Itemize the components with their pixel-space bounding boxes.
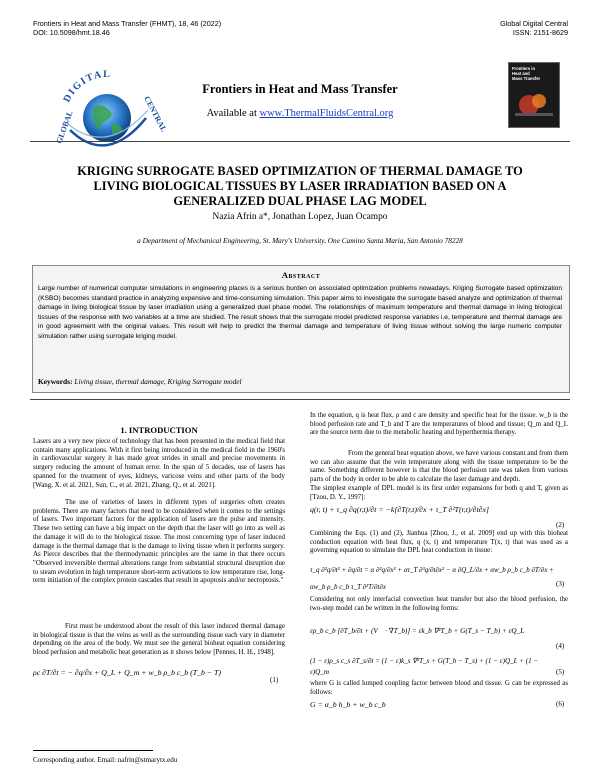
equation-5-number: (5) (556, 668, 565, 676)
running-header-left (33, 19, 221, 37)
publisher-name: Global Digital Central (500, 19, 568, 28)
equation-1: ρc ∂T/∂t = − ∂q/∂x + Q_L + Q_m + w_b ρ_b c_b (T_b − T) (33, 668, 221, 677)
cover-title-line2: Heat and (512, 71, 530, 76)
equation-3-number: (3) (556, 580, 565, 588)
equation-2: q(r, t) + τ_q ∂q(r,t)/∂t = −k[∂T(r,t)/∂x + τ_T ∂²T(r,t)/∂t∂x] (310, 505, 490, 514)
authors: Nazia Afrin a*, Jonathan Lopez, Juan Ocampo (212, 212, 388, 222)
equation-2-number: (2) (556, 521, 565, 529)
equation-6: G = α_b h_b + w_b c_b (310, 700, 386, 709)
keywords-list: Living tissue, thermal damage, Kriging Surrogate model (74, 377, 242, 386)
right-paragraph-4: Combining the Eqs. (1) and (2), Jianhua [Zhou, J., et al. 2009] end up with this bioheat conduction equation with heat flux, q (x, t) and temperature T(x, t) that was used as a governing equation to simulate the DPL heat conduction in tissue: (310, 530, 568, 555)
cover-title-line1: Frontiers in (512, 66, 536, 71)
intro-paragraph-3: First must be understood about the result of this laser induced thermal damage in biological tissue is that the veins as well as the surrounding tissue each vary in diameter depending on the area of the body. We must see the general bioheat equation considering blood perfusion and metabolic heat generation as it shows below [Pennes, H. H., 1948]. (33, 623, 285, 657)
keywords-label: Keywords: (38, 377, 73, 386)
intro-paragraph-1: Lasers are a very new piece of technology that has been presented in the medical field that contain many applications. With it first being introduced in the medical field in the 1960's in cardiovascular surgery it has made great strides in small and precise movements in surgery reducing the amount of human error. In the span of 5 decades, use of lasers has spanned for the treatment of eyes, kidneys, varicose veins and other parts of the body [Wang, X. et al. 2021, Sun, C., et al. 2021, Zhang, Q., et al. 2021]. (33, 438, 285, 489)
availability-prefix: Available at (206, 108, 260, 119)
journal-title: Frontiers in Heat and Mass Transfer (202, 82, 398, 96)
logo-text-right: CENTRAL (142, 94, 166, 134)
equation-5-line-2: ε)Q_m (310, 668, 329, 676)
right-paragraph-2: From the general heat equation above, we have various constant and from them we can also assume that the vein temperature along with the tissue temperature to be the same. Something different however is that the blood perfusion rate was taken from various parts of the body in order to be able to calculate the laser damage and depth. (310, 450, 568, 484)
running-header-right (500, 19, 568, 37)
equation-1-number: (1) (270, 676, 279, 684)
keywords (38, 377, 242, 386)
abstract-text: Large number of numerical computer simulations in engineering places is a serious burden on associated optimization problems nowadays. Kriging Surrogate based optimization (KSBO) becomes standard practice in analyzing expensive and time-consuming simulation. This paper aims to investigate the surrogate based analyze and optimization of thermal damage in living biological tissue by laser irradiation using a generalized duel phase model. The relationships of maximum temperature and thermal damage in living biological tissues of the response with two variables at a time are studied. The result shows that the surrogate model predicted response variables i.e, temperature and thermal damage are in good agreement with the original values. This result will help to predict the thermal damage and temperature of living tissue without solving the large numeric computer simulation rather using surrogate kriging model. (38, 285, 562, 340)
intro-paragraph-2: The use of varieties of lasers in different types of surgeries often creates problems. There are many factors that need to be considered when it comes to the settings of lasers. Two important factors for the application of lasers are the pulse and intensity. These two setting can have a big impact on the depth that the laser will go into as well as the damage it will do to the biological tissue. The most concerning type of laser induced damage is the thermal damage that is the damage to living tissue when it performs surgery. As Pierce describes that the thermodynamic principles are the same in that there occurs "Observed irreversible thermal alterations range from substantial structural disruption due to steam evolution in high temperature short-term activations to low temperature rise, long-term initiation of the complex protein cascades that result in apoptosis and/or necroptosis." (33, 499, 286, 585)
paper-title (40, 164, 560, 209)
equation-3-line-1: τ_q ∂²q/∂t² + ∂q/∂t = α ∂²q/∂x² + ατ_T ∂³q/∂t∂x² − α ∂Q_L/∂x + αw_b ρ_b c_b ∂T/∂x + (310, 566, 554, 574)
cover-art-image (509, 83, 559, 123)
journal-cover-thumbnail (508, 62, 560, 128)
logo-text-left: GLOBAL (54, 109, 75, 145)
right-paragraph-3: The simplest example of DPL model is its first order expansions for both q and T, given as [Tzou, D. Y., 1997]: (310, 485, 568, 501)
right-paragraph-1: In the equation, q is heat flux, ρ and c are density and specific heat for the tissue. w_b is the blood perfusion rate and T_b and T are the temperatures of blood and tissue; Q_m and Q_L are the source term due to the metabolic heating and hyperthermia therapy. (310, 412, 568, 437)
title-line-2: LIVING BIOLOGICAL TISSUES BY LASER IRRADIATION BASED ON A (93, 179, 507, 193)
abstract-heading: Abstract (281, 270, 321, 280)
abstract-divider (30, 399, 570, 400)
journal-citation: Frontiers in Heat and Mass Transfer (FHMT), 18, 46 (2022) (33, 19, 222, 28)
equation-5-line-1: (1 − ε)ρ_s c_s ∂T_s/∂t = (1 − ε)k_s ∇²T_s + G(T_b − T_s) + (1 − ε)Q_L + (1 − (310, 657, 539, 665)
footnote-rule (33, 750, 153, 751)
section-heading-introduction: 1. INTRODUCTION (120, 425, 198, 435)
equation-4-number: (4) (556, 642, 565, 650)
affiliation: a Department of Mechanical Engineering, St. Mary's University, One Camino Santa Maria, San Antonio 78228 (137, 236, 463, 245)
right-paragraph-5: Considering not only interfacial convection heat transfer but also the blood perfusion, the two-step model can be written in the following forms: (310, 596, 568, 612)
header-divider (30, 141, 570, 142)
right-paragraph-6: where G is called lumped coupling factor between blood and tissue. G can be expressed as follows: (310, 680, 568, 696)
doi: DOI: 10.5098/hmt.18.46 (33, 28, 110, 37)
journal-website-link[interactable]: www.ThermalFluidsCentral.org (259, 108, 394, 119)
logo-text-top: DIGITAL (61, 68, 112, 105)
issn: ISSN: 2151-8629 (512, 28, 568, 37)
cover-title-line3: Mass Transfer (512, 76, 541, 81)
title-line-3: GENERALIZED DUAL PHASE LAG MODEL (173, 194, 427, 208)
equation-3-line-2: αw_b ρ_b c_b τ_T ∂²T/∂t∂x (310, 583, 386, 591)
equation-4: ερ_b c_b [∂T_b/∂t + (V⃗ · ∇T_b)] = εk_b ∇²T_b + G(T_s − T_b) + εQ_L (310, 627, 525, 635)
equation-6-number: (6) (556, 700, 565, 708)
corresponding-author-footnote: Corresponding author. Email: nafrin@stmarytx.edu (33, 756, 178, 764)
title-line-1: KRIGING SURROGATE BASED OPTIMIZATION OF THERMAL DAMAGE TO (77, 164, 523, 178)
